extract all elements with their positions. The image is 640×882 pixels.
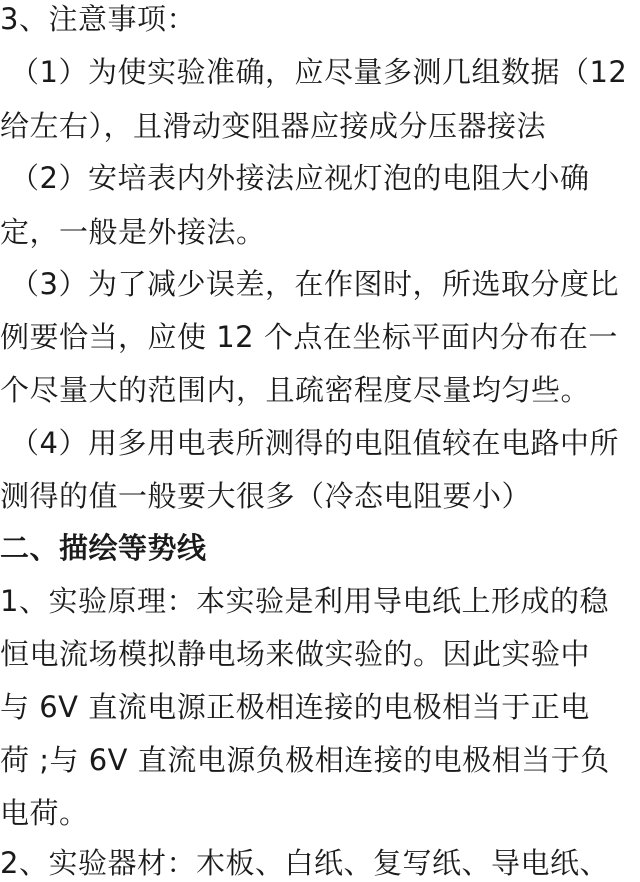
paragraph-line: 荷 ;与 6V 直流电源负极相连接的电极相当于负 — [0, 743, 610, 777]
paragraph-line: 与 6V 直流电源正极相连接的电极相当于正电 — [0, 690, 590, 724]
paragraph-line: （1）为使实验准确，应尽量多测几组数据（12 — [10, 55, 628, 89]
paragraph-line: （2）安培表内外接法应视灯泡的电阻大小确 — [10, 161, 590, 195]
paragraph-line: 定，一般是外接法。 — [0, 215, 266, 249]
paragraph-line: 测得的值一般要大很多（冷态电阻要小） — [0, 479, 532, 513]
paragraph-line: 恒电流场模拟静电场来做实验的。因此实验中 — [0, 637, 591, 671]
paragraph-line: （3）为了减少误差，在作图时，所选取分度比 — [10, 267, 619, 301]
paragraph-line: 个尽量大的范围内，且疏密程度尽量均匀些。 — [0, 373, 591, 407]
section-heading: 二、描绘等势线 — [0, 531, 207, 565]
paragraph-line: 给左右），且滑动变阻器应接成分压器接法 — [0, 109, 547, 143]
paragraph-line: 电荷。 — [0, 796, 89, 830]
paragraph-line: 1、实验原理：本实验是利用导电纸上形成的稳 — [0, 584, 609, 618]
paragraph-line: 2、实验器材：木板、白纸、复写纸、导电纸、 — [0, 846, 609, 880]
paragraph-line: 例要恰当，应使 12 个点在坐标平面内分布在一 — [0, 320, 618, 354]
paragraph-line: （4）用多用电表所测得的电阻值较在电路中所 — [10, 426, 619, 460]
section-heading: 3、注意事项： — [0, 2, 196, 36]
